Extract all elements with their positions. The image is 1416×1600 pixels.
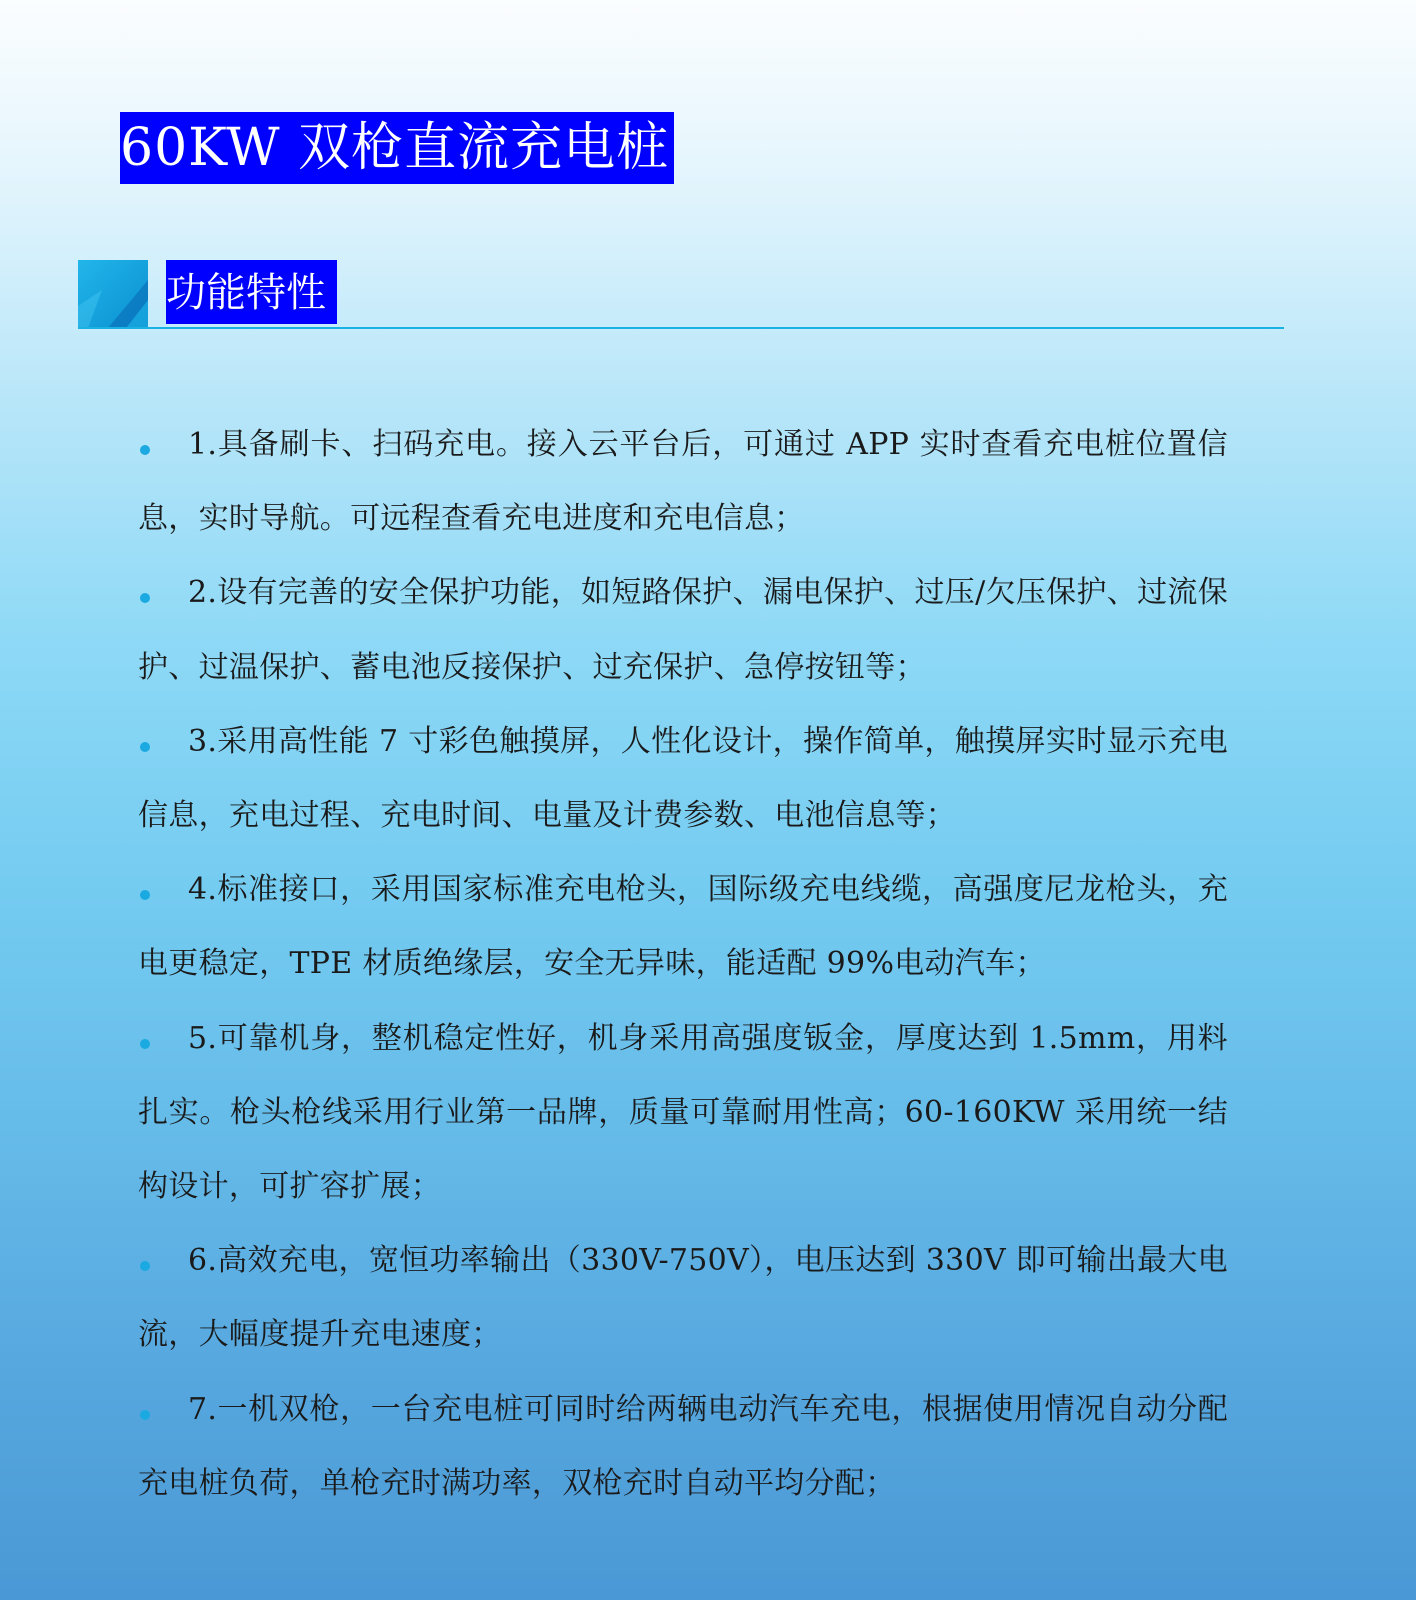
bullet-icon [140,1039,150,1049]
feature-text: 2.设有完善的安全保护功能，如短路保护、漏电保护、过压/欠压保护、过流保护、过温保护、蓄电池反接保护、过充保护、急停按钮等； [138,575,1228,685]
feature-text: 6.高效充电，宽恒功率输出（330V-750V），电压达到 330V 即可输出最大电流，大幅度提升充电速度； [138,1243,1228,1353]
feature-item [138,1002,1228,1225]
feature-item [138,1373,1228,1521]
feature-text: 5.可靠机身，整机稳定性好，机身采用高强度钣金，厚度达到 1.5mm，用料扎实。枪头枪线采用行业第一品牌，质量可靠耐用性高；60-160KW 采用统一结构设计，可扩容扩展； [138,1020,1228,1205]
section-heading: 功能特性 [166,260,337,324]
document-title: 60KW 双枪直流充电桩 [120,112,674,184]
bullet-icon [140,445,150,455]
feature-item [138,853,1228,1001]
bullet-icon [140,742,150,752]
feature-item [138,705,1228,853]
feature-item [138,556,1228,704]
feature-text: 1.具备刷卡、扫码充电。接入云平台后，可通过 APP 实时查看充电桩位置信息，实时导航。可远程查看充电进度和充电信息； [138,427,1228,537]
feature-text: 4.标准接口，采用国家标准充电枪头，国际级充电线缆，高强度尼龙枪头，充电更稳定，TPE 材质绝缘层，安全无异味，能适配 99%电动汽车； [138,872,1228,982]
feature-text: 7.一机双枪，一台充电桩可同时给两辆电动汽车充电，根据使用情况自动分配充电桩负荷，单枪充时满功率，双枪充时自动平均分配； [138,1391,1228,1501]
bullet-icon [140,1410,150,1420]
feature-item [138,408,1228,556]
feature-list [138,408,1228,1521]
section-marker-icon [78,260,148,328]
feature-item [138,1224,1228,1372]
section-divider [78,327,1284,329]
feature-text: 3.采用高性能 7 寸彩色触摸屏，人性化设计，操作简单，触摸屏实时显示充电信息，充电过程、充电时间、电量及计费参数、电池信息等； [138,723,1228,834]
